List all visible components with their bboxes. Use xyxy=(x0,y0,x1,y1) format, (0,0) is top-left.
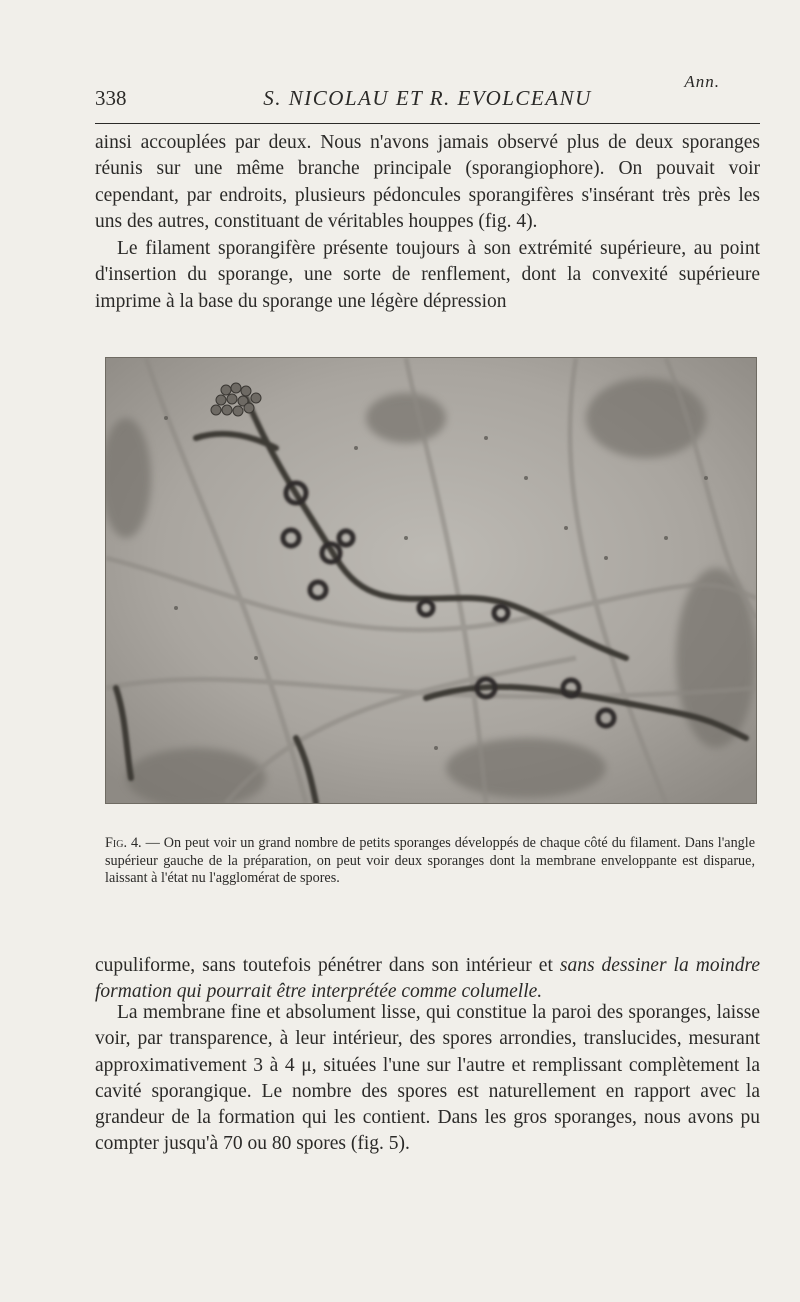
figure-label: Fig. 4. xyxy=(105,835,142,851)
header-rule xyxy=(95,123,760,124)
corner-note: Ann. xyxy=(684,72,720,91)
running-title: S. NICOLAU ET R. EVOLCEANU xyxy=(263,86,592,110)
paragraph-3-italic: sans dessiner la moindre formation qui pourrait être interprétée comme columelle. xyxy=(95,955,761,1003)
paragraph-2 xyxy=(95,236,760,315)
paragraph-3 xyxy=(95,953,760,1006)
figure-caption-text: — On peut voir un grand nombre de petits sporanges développés de chaque côté du filament. Dans l'angle supérieur gauche de la préparation, on peut voir deux sporanges dont la membrane enveloppante est disparue, laissant à l'état nu l'agglomérat de spores. xyxy=(105,835,755,886)
paragraph-2-text: Le filament sporangifère présente toujours à son extrémité supérieure, au point d'insertion du sporange, une sorte de renflement, dont la convexité supérieure imprime à la base du sporange une légère dépression xyxy=(95,238,760,312)
figure-caption xyxy=(105,835,755,888)
paragraph-4-text: La membrane fine et absolument lisse, qui constitue la paroi des sporanges, laisse voir, par transparence, à leur intérieur, des spores arrondies, translucides, mesurant approximativement 3 à 4 μ, situées l'une sur l'autre et remplissant complètement la cavité sporangique. Le nombre des spores est naturellement en rapport avec la grandeur de la formation qui les contient. Dans les gros sporanges, nous avons pu compter jusqu'à 70 ou 80 spores (fig. 5). xyxy=(95,1002,760,1155)
running-head xyxy=(95,72,760,122)
paragraph-4 xyxy=(95,1000,760,1158)
page-number: 338 xyxy=(95,86,127,110)
paragraph-1: ainsi accouplées par deux. Nous n'avons jamais observé plus de deux sporanges réunis sur une même branche principale (sporangiophore). On pouvait voir cependant, par endroits, plusieurs pédoncules sporangifères s'insérant très près les uns des autres, constituant de véritables houppes (fig. 4). xyxy=(95,132,760,232)
paragraph-3-text: cupuliforme, sans toutefois pénétrer dans son intérieur et xyxy=(95,955,560,976)
micrograph-figure xyxy=(105,357,757,804)
